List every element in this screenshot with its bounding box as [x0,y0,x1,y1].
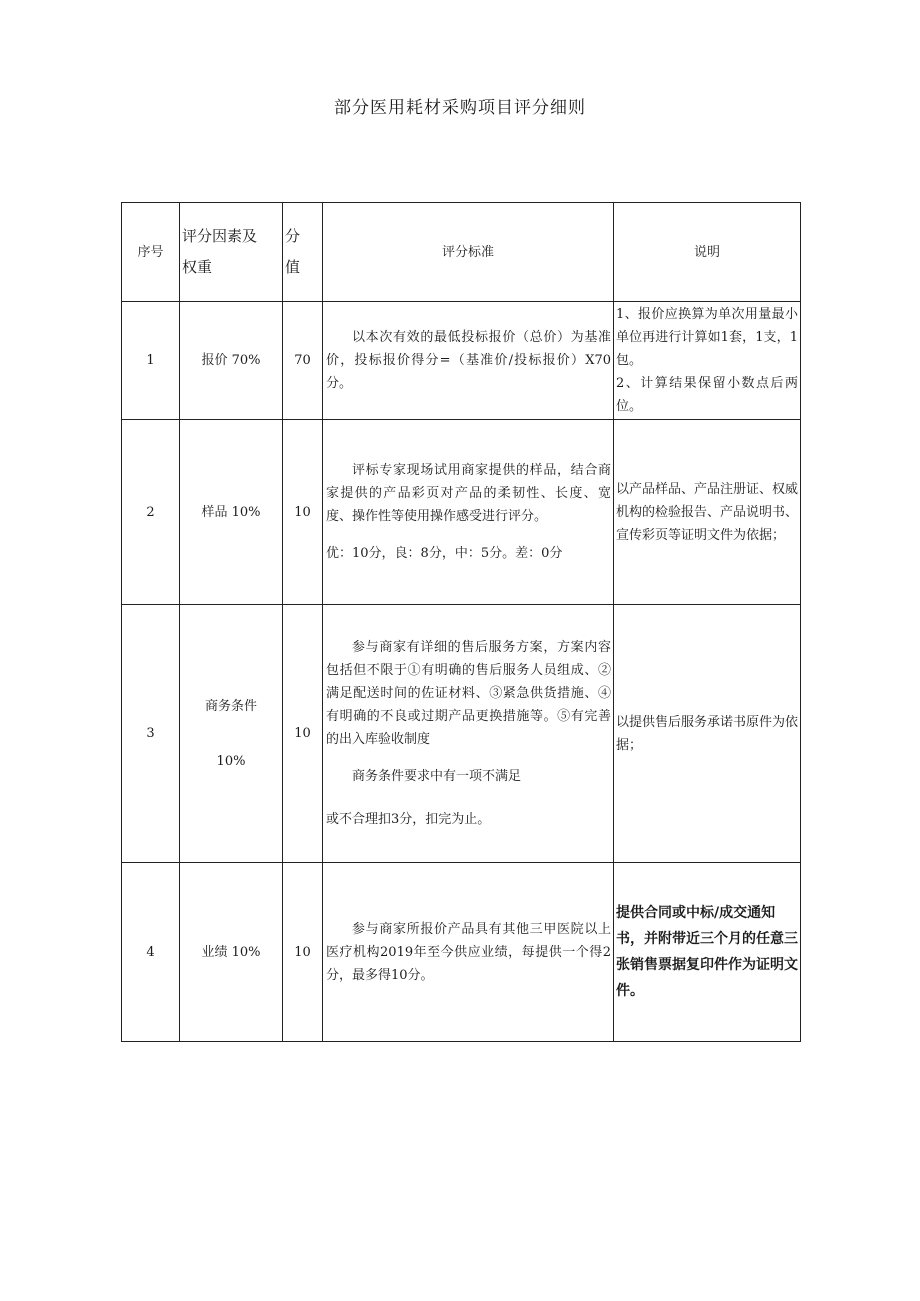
row-standard [323,420,614,605]
standard-text: 优：10分，良：8分，中：5分。差：0分 [326,546,563,561]
header-seq: 序号 [122,203,180,302]
row-standard [323,302,614,420]
standard-text: 评标专家现场试用商家提供的样品，结合商家提供的产品彩页对产品的柔韧性、长度、宽度、操作性等使用操作感受进行评分。 [326,463,611,524]
standard-text: 商务条件要求中有一项不满足 [352,769,522,784]
note-text: 以提供售后服务承诺书原件为依据； [616,714,799,753]
header-score-line2: 值 [285,258,301,276]
header-standard: 评分标准 [323,203,614,302]
row-factor-line2: 10% [216,753,246,769]
row-factor: 样品 10% [180,420,283,605]
row-factor [180,605,283,863]
row-factor: 业绩 10% [180,863,283,1042]
note-text: 以产品样品、产品注册证、权威机构的检验报告、产品说明书、宣传彩页等证明文件为依据； [616,481,799,543]
row-factor-line1: 商务条件 [204,698,257,714]
row-score: 10 [283,605,323,863]
standard-text: 或不合理扣3分，扣完为止。 [326,812,491,827]
row-standard [323,863,614,1042]
table-row [122,605,801,863]
note-text: 1、报价应换算为单次用量最小单位再进行计算如1套，1支，1包。 [616,307,798,368]
document-title: 部分医用耗材采购项目评分细则 [334,98,586,118]
standard-text: 以本次有效的最低投标报价（总价）为基准价，投标报价得分=（基准价/投标报价）X70分。 [326,330,611,391]
row-score: 10 [283,863,323,1042]
row-score: 70 [283,302,323,420]
row-score: 10 [283,420,323,605]
header-row [122,203,801,302]
header-factor-line2: 权重 [182,258,213,276]
standard-text: 参与商家所报价产品具有其他三甲医院以上医疗机构2019年至今供应业绩，每提供一个得2分，最多得10分。 [326,921,611,983]
table-row [122,302,801,420]
row-seq: 2 [122,420,180,605]
header-note: 说明 [614,203,801,302]
row-seq: 4 [122,863,180,1042]
header-score-line1: 分 [285,227,301,245]
header-factor-line1: 评分因素及 [182,227,258,245]
table-row [122,863,801,1042]
header-score [283,203,323,302]
note-text: 提供合同或中标/成交通知书，并附带近三个月的任意三张销售票据复印件作为证明文件。 [616,905,798,999]
standard-text: 参与商家有详细的售后服务方案，方案内容包括但不限于①有明确的售后服务人员组成、②满足配送时间的佐证材料、③紧急供货措施、④有明确的不良或过期产品更换措施等。⑤有完善的出入库验收制度 [326,640,611,747]
row-note [614,420,801,605]
row-note [614,605,801,863]
row-note [614,302,801,420]
row-seq: 3 [122,605,180,863]
row-seq: 1 [122,302,180,420]
row-note [614,863,801,1042]
row-standard [323,605,614,863]
scoring-table [121,202,801,1042]
header-factor [180,203,283,302]
note-text: 2、计算结果保留小数点后两位。 [616,376,798,414]
row-factor: 报价 70% [180,302,283,420]
table-row [122,420,801,605]
